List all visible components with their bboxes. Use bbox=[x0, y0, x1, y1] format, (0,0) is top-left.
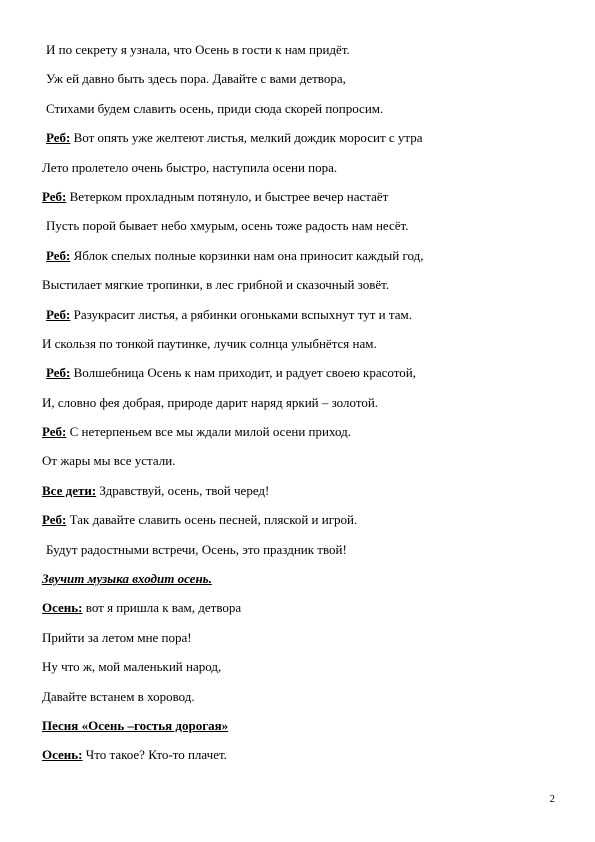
text-line bbox=[42, 69, 562, 98]
line-text: Яблок спелых полные корзинки нам она приносит каждый год, bbox=[70, 247, 424, 263]
text-line bbox=[42, 687, 562, 716]
dialogue-line bbox=[42, 510, 562, 539]
dialogue-line bbox=[42, 481, 562, 510]
line-text: вот я пришла к вам, детвора bbox=[82, 600, 242, 616]
line-text: Что такое? Кто-то плачет. bbox=[82, 747, 227, 763]
line-text: Ну что ж, мой маленький народ, bbox=[42, 659, 222, 675]
speaker-label: Реб: bbox=[46, 130, 71, 146]
line-text: Пусть порой бывает небо хмурым, осень тоже радость нам несёт. bbox=[46, 218, 409, 234]
dialogue-line bbox=[42, 187, 562, 216]
text-line bbox=[42, 158, 562, 187]
line-text: Уж ей давно быть здесь пора. Давайте с вами детвора, bbox=[46, 71, 346, 87]
dialogue-line bbox=[42, 305, 562, 334]
line-text: Разукрасит листья, а рябинки огоньками вспыхнут тут и там. bbox=[70, 306, 412, 322]
speaker-label: Реб: bbox=[42, 512, 67, 528]
speaker-label: Все дети: bbox=[42, 482, 97, 498]
speaker-label: Реб: bbox=[46, 306, 71, 322]
dialogue-line bbox=[42, 745, 562, 774]
speaker-label: Реб: bbox=[46, 247, 71, 263]
song-title-text: Песня «Осень –гостья дорогая» bbox=[42, 717, 229, 733]
line-text: Лето пролетело очень быстро, наступила осени пора. bbox=[42, 159, 338, 175]
dialogue-line bbox=[42, 246, 562, 275]
script-text bbox=[42, 40, 562, 775]
song-title bbox=[42, 716, 562, 745]
speaker-label: Осень: bbox=[42, 600, 83, 616]
text-line bbox=[42, 99, 562, 128]
line-text: Волшебница Осень к нам приходит, и радует своею красотой, bbox=[70, 365, 416, 381]
text-line bbox=[42, 275, 562, 304]
text-line bbox=[42, 216, 562, 245]
line-text: Давайте встанем в хоровод. bbox=[42, 688, 195, 704]
line-text: Ветерком прохладным потянуло, и быстрее вечер настаёт bbox=[66, 188, 389, 204]
line-text: И, словно фея добрая, природе дарит наряд яркий – золотой. bbox=[42, 394, 379, 410]
speaker-label: Реб: bbox=[46, 365, 71, 381]
line-text: И по секрету я узнала, что Осень в гости к нам придёт. bbox=[46, 42, 350, 57]
stage-direction bbox=[42, 569, 562, 598]
line-text: Стихами будем славить осень, приди сюда скорей попросим. bbox=[46, 100, 384, 116]
dialogue-line bbox=[42, 363, 562, 392]
text-line bbox=[42, 40, 562, 69]
speaker-label: Реб: bbox=[42, 424, 67, 440]
dialogue-line bbox=[42, 422, 562, 451]
text-line bbox=[42, 451, 562, 480]
line-text: Так давайте славить осень песней, пляской и игрой. bbox=[66, 512, 358, 528]
stage-direction-text: Звучит музыка входит осень. bbox=[42, 571, 212, 587]
line-text: Прийти за летом мне пора! bbox=[42, 629, 192, 645]
dialogue-line bbox=[42, 598, 562, 627]
line-text: Здравствуй, осень, твой черед! bbox=[96, 482, 270, 498]
line-text: От жары мы все устали. bbox=[42, 453, 176, 469]
speaker-label: Осень: bbox=[42, 747, 83, 763]
text-line bbox=[42, 657, 562, 686]
line-text: Выстилает мягкие тропинки, в лес грибной и сказочный зовёт. bbox=[42, 277, 390, 293]
line-text: Вот опять уже желтеют листья, мелкий дождик моросит с утра bbox=[70, 130, 423, 146]
line-text: И скользя по тонкой паутинке, лучик солнца улыбнётся нам. bbox=[42, 335, 377, 351]
text-line bbox=[42, 334, 562, 363]
text-line bbox=[42, 628, 562, 657]
text-line bbox=[42, 393, 562, 422]
text-line bbox=[42, 540, 562, 569]
line-text: С нетерпеньем все мы ждали милой осени приход. bbox=[66, 424, 351, 440]
line-text: Будут радостными встречи, Осень, это праздник твой! bbox=[46, 541, 347, 557]
speaker-label: Реб: bbox=[42, 188, 67, 204]
dialogue-line bbox=[42, 128, 562, 157]
page-number: 2 bbox=[549, 793, 555, 805]
